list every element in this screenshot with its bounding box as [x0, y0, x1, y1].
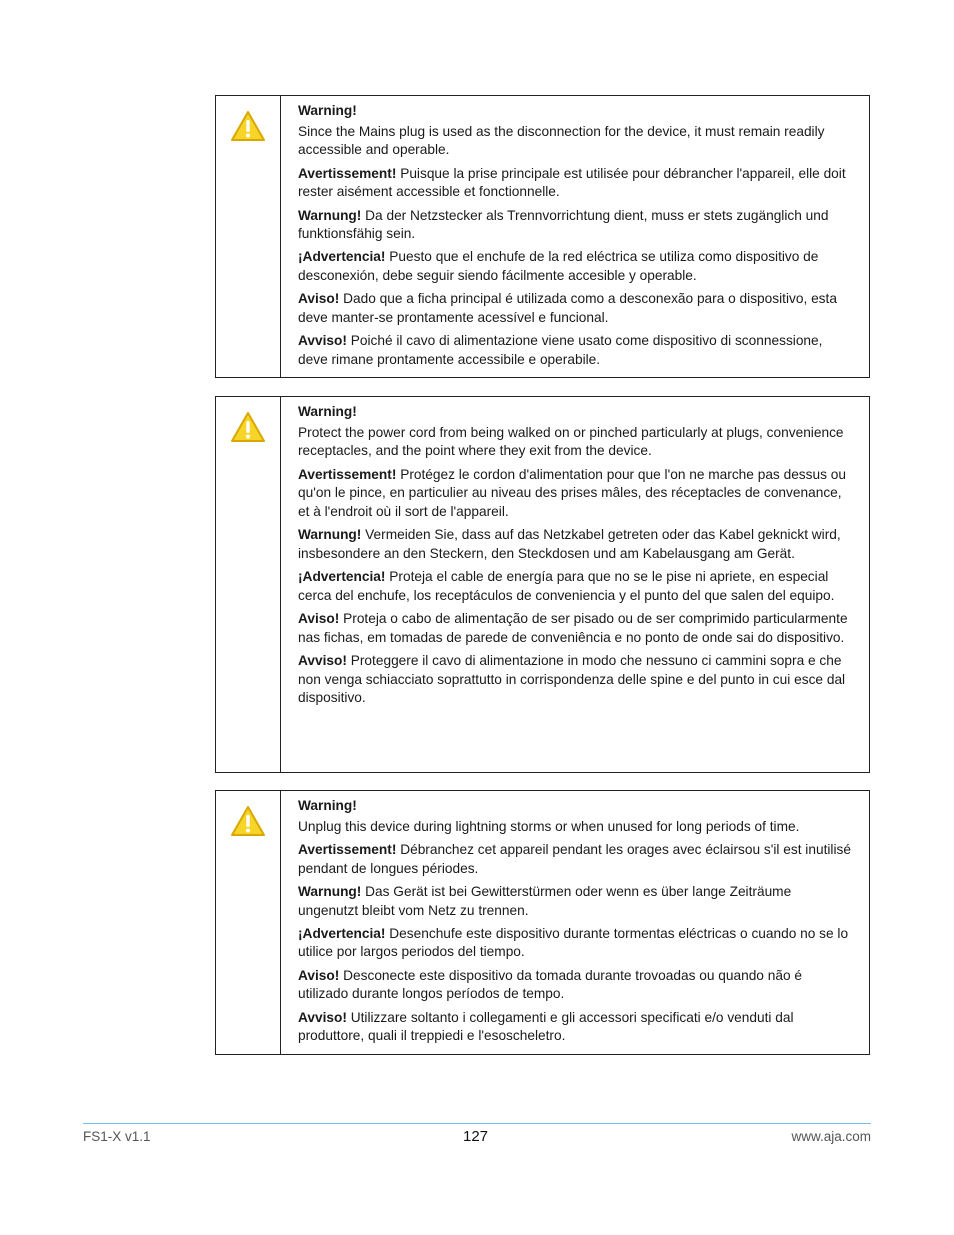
footer-page-number: 127	[463, 1128, 489, 1145]
warning-english-text: Since the Mains plug is used as the disconnection for the device, it must remain readily accessible and operable.	[298, 123, 825, 158]
warning-english	[298, 403, 853, 461]
para-text: Proteja o cabo de alimentação de ser pisado ou de ser comprimido particularmente nas fichas, em tomadas de parede de conveniência e no ponto de onde sai do dispositivo.	[298, 611, 848, 645]
lead-label: Aviso!	[298, 291, 340, 307]
warning-portuguese	[298, 967, 853, 1004]
warning-english	[298, 797, 853, 836]
lead-label: ¡Advertencia!	[298, 925, 386, 941]
icon-cell	[216, 397, 281, 772]
warning-english-text: Protect the power cord from being walked on or pinched particularly at plugs, convenience receptacles, and the point where they exit from the device.	[298, 424, 844, 459]
para-text: Proteggere il cavo di alimentazione in modo che nessuno ci cammini sopra e che non venga schiacciato soprattutto in corrispondenza delle spine e del punto in cui esce dal dispositivo.	[298, 652, 846, 706]
warning-heading: Warning!	[298, 798, 357, 813]
lead-label: Avertissement!	[298, 466, 397, 482]
warning-text	[281, 397, 869, 772]
lead-label: Avertissement!	[298, 165, 397, 181]
para-text: Da der Netzstecker als Trennvorrichtung dient, muss er stets zugänglich und funktionsfähig sein.	[298, 207, 829, 242]
para-text: Das Gerät ist bei Gewitterstürmen oder wenn es über lange Zeiträume ungenutzt bleibt vom Netz zu trennen.	[298, 883, 792, 918]
para-text: Débranchez cet appareil pendant les orages avec éclairsou s'il est inutilisé pendant de longues périodes.	[298, 841, 851, 876]
para-text: Puesto que el enchufe de la red eléctrica se utiliza como dispositivo de desconexión, debe seguir siendo fácilmente accesible y operable.	[298, 249, 819, 284]
warning-text	[281, 791, 869, 1054]
para-text: Puisque la prise principale est utilisée pour débrancher l'appareil, elle doit rester aisément accessible et fonctionnelle.	[298, 165, 846, 200]
warning-box-lightning	[215, 790, 870, 1055]
para-text: Poiché il cavo di alimentazione viene usato come dispositivo di sconnessione, deve rimane prontamente accessibile e operabile.	[298, 333, 823, 367]
warning-german	[298, 526, 853, 563]
warning-triangle-icon	[230, 110, 266, 142]
lead-label: Warnung!	[298, 527, 362, 543]
warning-german	[298, 883, 853, 920]
warning-italian	[298, 332, 853, 369]
warning-heading: Warning!	[298, 103, 357, 118]
warning-box-power-cord	[215, 396, 870, 773]
lead-label: ¡Advertencia!	[298, 569, 386, 585]
icon-cell	[216, 791, 281, 1054]
para-text: Desconecte este dispositivo da tomada durante trovoadas ou quando não é utilizado durante longos períodos de tempo.	[298, 967, 802, 1002]
para-text: Proteja el cable de energía para que no se le pise ni apriete, en especial cerca del enchufe, los receptáculos de conveniencia y el punto del que salen del equipo.	[298, 569, 835, 603]
para-text: Utilizzare soltanto i collegamenti e gli accessori specificati e/o venduti dal produttore, quali il treppiedi e l'esoscheletro.	[298, 1009, 794, 1044]
warning-italian	[298, 652, 853, 708]
lead-label: Warnung!	[298, 883, 362, 899]
para-text: Protégez le cordon d'alimentation pour que l'on ne marche pas dessus ou qu'on le pince, en particulier au niveau des prises mâles, des réceptacles de convenance, et à l'endroit où il sort de l'appareil.	[298, 466, 846, 520]
lead-label: Warnung!	[298, 207, 362, 223]
warning-triangle-icon	[230, 411, 266, 443]
lead-label: Aviso!	[298, 611, 340, 627]
warning-heading: Warning!	[298, 404, 357, 419]
para-text: Vermeiden Sie, dass auf das Netzkabel getreten oder das Kabel geknickt wird, insbesondere an den Steckern, den Steckdosen und am Kabelausgang am Gerät.	[298, 527, 841, 561]
warning-german	[298, 207, 853, 244]
warning-text	[281, 96, 869, 377]
icon-cell	[216, 96, 281, 377]
warning-spanish	[298, 568, 853, 605]
lead-label: ¡Advertencia!	[298, 249, 386, 265]
footer-rule	[83, 1123, 871, 1124]
lead-label: Aviso!	[298, 967, 340, 983]
warning-spanish	[298, 248, 853, 285]
footer-website-link[interactable]: www.aja.com	[791, 1129, 871, 1144]
warning-portuguese	[298, 290, 853, 327]
warning-triangle-icon	[230, 805, 266, 837]
lead-label: Avertissement!	[298, 841, 397, 857]
warning-french	[298, 841, 853, 878]
warning-portuguese	[298, 610, 853, 647]
para-text: Dado que a ficha principal é utilizada como a desconexão para o dispositivo, esta deve manter-se prontamente acessível e funcional.	[298, 291, 837, 326]
warning-english-text: Unplug this device during lightning storms or when unused for long periods of time.	[298, 818, 800, 834]
lead-label: Avviso!	[298, 652, 347, 668]
para-text: Desenchufe este dispositivo durante tormentas eléctricas o cuando no se lo utilice por largos periodos del tiempo.	[298, 925, 849, 960]
warning-english	[298, 102, 853, 160]
warning-french	[298, 165, 853, 202]
lead-label: Avviso!	[298, 1009, 347, 1025]
warning-box-mains-plug	[215, 95, 870, 378]
lead-label: Avviso!	[298, 333, 347, 349]
warning-italian	[298, 1009, 853, 1046]
warning-french	[298, 466, 853, 522]
warning-spanish	[298, 925, 853, 962]
footer-doc-version: FS1-X v1.1	[83, 1129, 151, 1144]
